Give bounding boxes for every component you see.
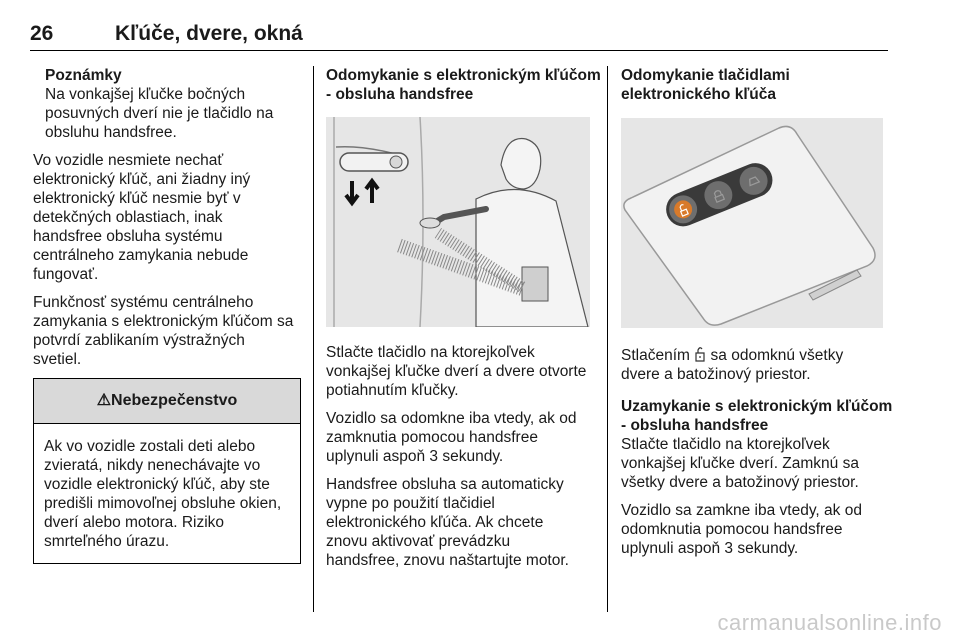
text-line: predišli mimovoľnej obsluhe okien, bbox=[44, 495, 282, 512]
text-line: smrteľného úrazu. bbox=[44, 533, 170, 550]
text-line: Handsfree obsluha sa automaticky bbox=[326, 476, 564, 493]
watermark: carmanualsonline.info bbox=[717, 610, 942, 635]
text-fragment: Stlačením bbox=[621, 347, 690, 364]
text-line: zamknutia pomocou handsfree bbox=[326, 429, 538, 446]
text-line: Stlačte tlačidlo na ktorejkoľvek bbox=[326, 344, 535, 361]
paragraph-central-locking bbox=[33, 293, 301, 369]
unlock-symbol-icon bbox=[694, 346, 706, 362]
danger-title: Nebezpečenstvo bbox=[111, 392, 238, 409]
paragraph-lock-delay bbox=[621, 501, 891, 558]
handsfree-illustration-svg bbox=[326, 117, 590, 327]
note-line: posuvných dverí nie je tlačidlo na bbox=[45, 105, 274, 122]
text-line: potiahnutím kľučky. bbox=[326, 382, 459, 399]
heading-line: elektronického kľúča bbox=[621, 86, 777, 103]
column-2 bbox=[326, 66, 601, 579]
handsfree-illustration bbox=[326, 117, 590, 327]
column-divider bbox=[313, 66, 314, 612]
section-heading-lock-handsfree bbox=[621, 397, 891, 435]
heading-line: Odomykanie s elektronickým kľúčom bbox=[326, 67, 601, 84]
text-line: Vozidlo sa odomkne iba vtedy, ak od bbox=[326, 410, 577, 427]
heading-line: Uzamykanie s elektronickým kľúčom bbox=[621, 398, 893, 415]
person-hand-shape bbox=[420, 218, 440, 228]
text-line: vonkajšej kľučke dverí. Zamknú sa bbox=[621, 455, 859, 472]
paragraph-key-detection bbox=[33, 151, 301, 284]
text-line: zvieratá, nikdy nenechávajte vo bbox=[44, 457, 261, 474]
note-line: Na vonkajšej kľučke bočných bbox=[45, 86, 246, 103]
paragraph-press-button bbox=[326, 343, 596, 400]
text-line: vonkajšej kľučke dverí a dvere otvorte bbox=[326, 363, 587, 380]
heading-line: - obsluha handsfree bbox=[326, 86, 474, 103]
text-line: handsfree obsluha systému bbox=[33, 228, 223, 245]
text-line: Funkčnosť systému centrálneho bbox=[33, 294, 254, 311]
section-heading-unlock-buttons bbox=[621, 66, 891, 104]
text-line: fungovať. bbox=[33, 266, 99, 283]
text-line: Stlačte tlačidlo na ktorejkoľvek bbox=[621, 436, 830, 453]
electronic-key-illustration bbox=[621, 118, 883, 328]
handle-button-shape bbox=[390, 156, 402, 168]
page-title: Kľúče, dvere, okná bbox=[115, 22, 303, 45]
text-line bbox=[621, 346, 891, 365]
danger-header bbox=[34, 379, 300, 424]
column-3 bbox=[621, 66, 891, 567]
text-line: Vozidlo sa zamkne iba vtedy, ak od bbox=[621, 502, 862, 519]
text-line: elektronický kľúč, ani žiadny iný bbox=[33, 171, 251, 188]
text-line: dverí alebo motora. Riziko bbox=[44, 514, 225, 531]
person-head-shape bbox=[501, 139, 541, 189]
paragraph-unlock-all bbox=[621, 346, 891, 384]
text-line: Ak vo vozidle zostali deti alebo bbox=[44, 438, 256, 455]
danger-body bbox=[34, 424, 300, 563]
danger-box bbox=[33, 378, 301, 564]
column-divider bbox=[607, 66, 608, 612]
header-rule bbox=[30, 50, 888, 51]
note-block bbox=[45, 66, 301, 142]
page-number: 26 bbox=[30, 22, 54, 45]
key-pocket-shape bbox=[522, 267, 548, 301]
text-line: odomknutia pomocou handsfree bbox=[621, 521, 843, 538]
text-line: Vo vozidle nesmiete nechať bbox=[33, 152, 224, 169]
column-1 bbox=[33, 66, 301, 564]
paragraph-unlock-delay bbox=[326, 409, 596, 466]
text-line: všetky dvere a batožinový priestor. bbox=[621, 474, 859, 491]
text-line: detekčných oblastiach, inak bbox=[33, 209, 223, 226]
text-line: uplynuli aspoň 3 sekundy. bbox=[326, 448, 504, 465]
text-line: vozidle elektronický kľúč, aby ste bbox=[44, 476, 270, 493]
heading-line: Odomykanie tlačidlami bbox=[621, 67, 790, 84]
text-line: znovu aktivovať prevádzku bbox=[326, 533, 511, 550]
note-line: obsluhu handsfree. bbox=[45, 124, 177, 141]
text-line: centrálneho zamykania nebude bbox=[33, 247, 249, 264]
heading-line: - obsluha handsfree bbox=[621, 417, 769, 434]
text-line: svetiel. bbox=[33, 351, 82, 368]
text-line: uplynuli aspoň 3 sekundy. bbox=[621, 540, 799, 557]
paragraph-handsfree-disable bbox=[326, 475, 596, 570]
text-line: potvrdí zablikaním výstražných bbox=[33, 332, 245, 349]
text-line: vypne po použití tlačidiel bbox=[326, 495, 495, 512]
paragraph-lock-press bbox=[621, 435, 891, 492]
section-heading-unlock-handsfree bbox=[326, 66, 601, 104]
text-line: handsfree, znovu naštartujte motor. bbox=[326, 552, 569, 569]
note-title: Poznámky bbox=[45, 67, 122, 84]
text-line: zamykania s elektronickým kľúčom sa bbox=[33, 313, 294, 330]
warning-icon: ⚠ bbox=[96, 392, 112, 409]
text-line: elektronického kľúča. Ak chcete bbox=[326, 514, 544, 531]
text-line: dvere a batožinový priestor. bbox=[621, 366, 811, 383]
text-fragment: sa odomknú všetky bbox=[710, 347, 844, 364]
electronic-key-svg bbox=[621, 118, 883, 328]
text-line: elektronický kľúč nesmie byť v bbox=[33, 190, 241, 207]
